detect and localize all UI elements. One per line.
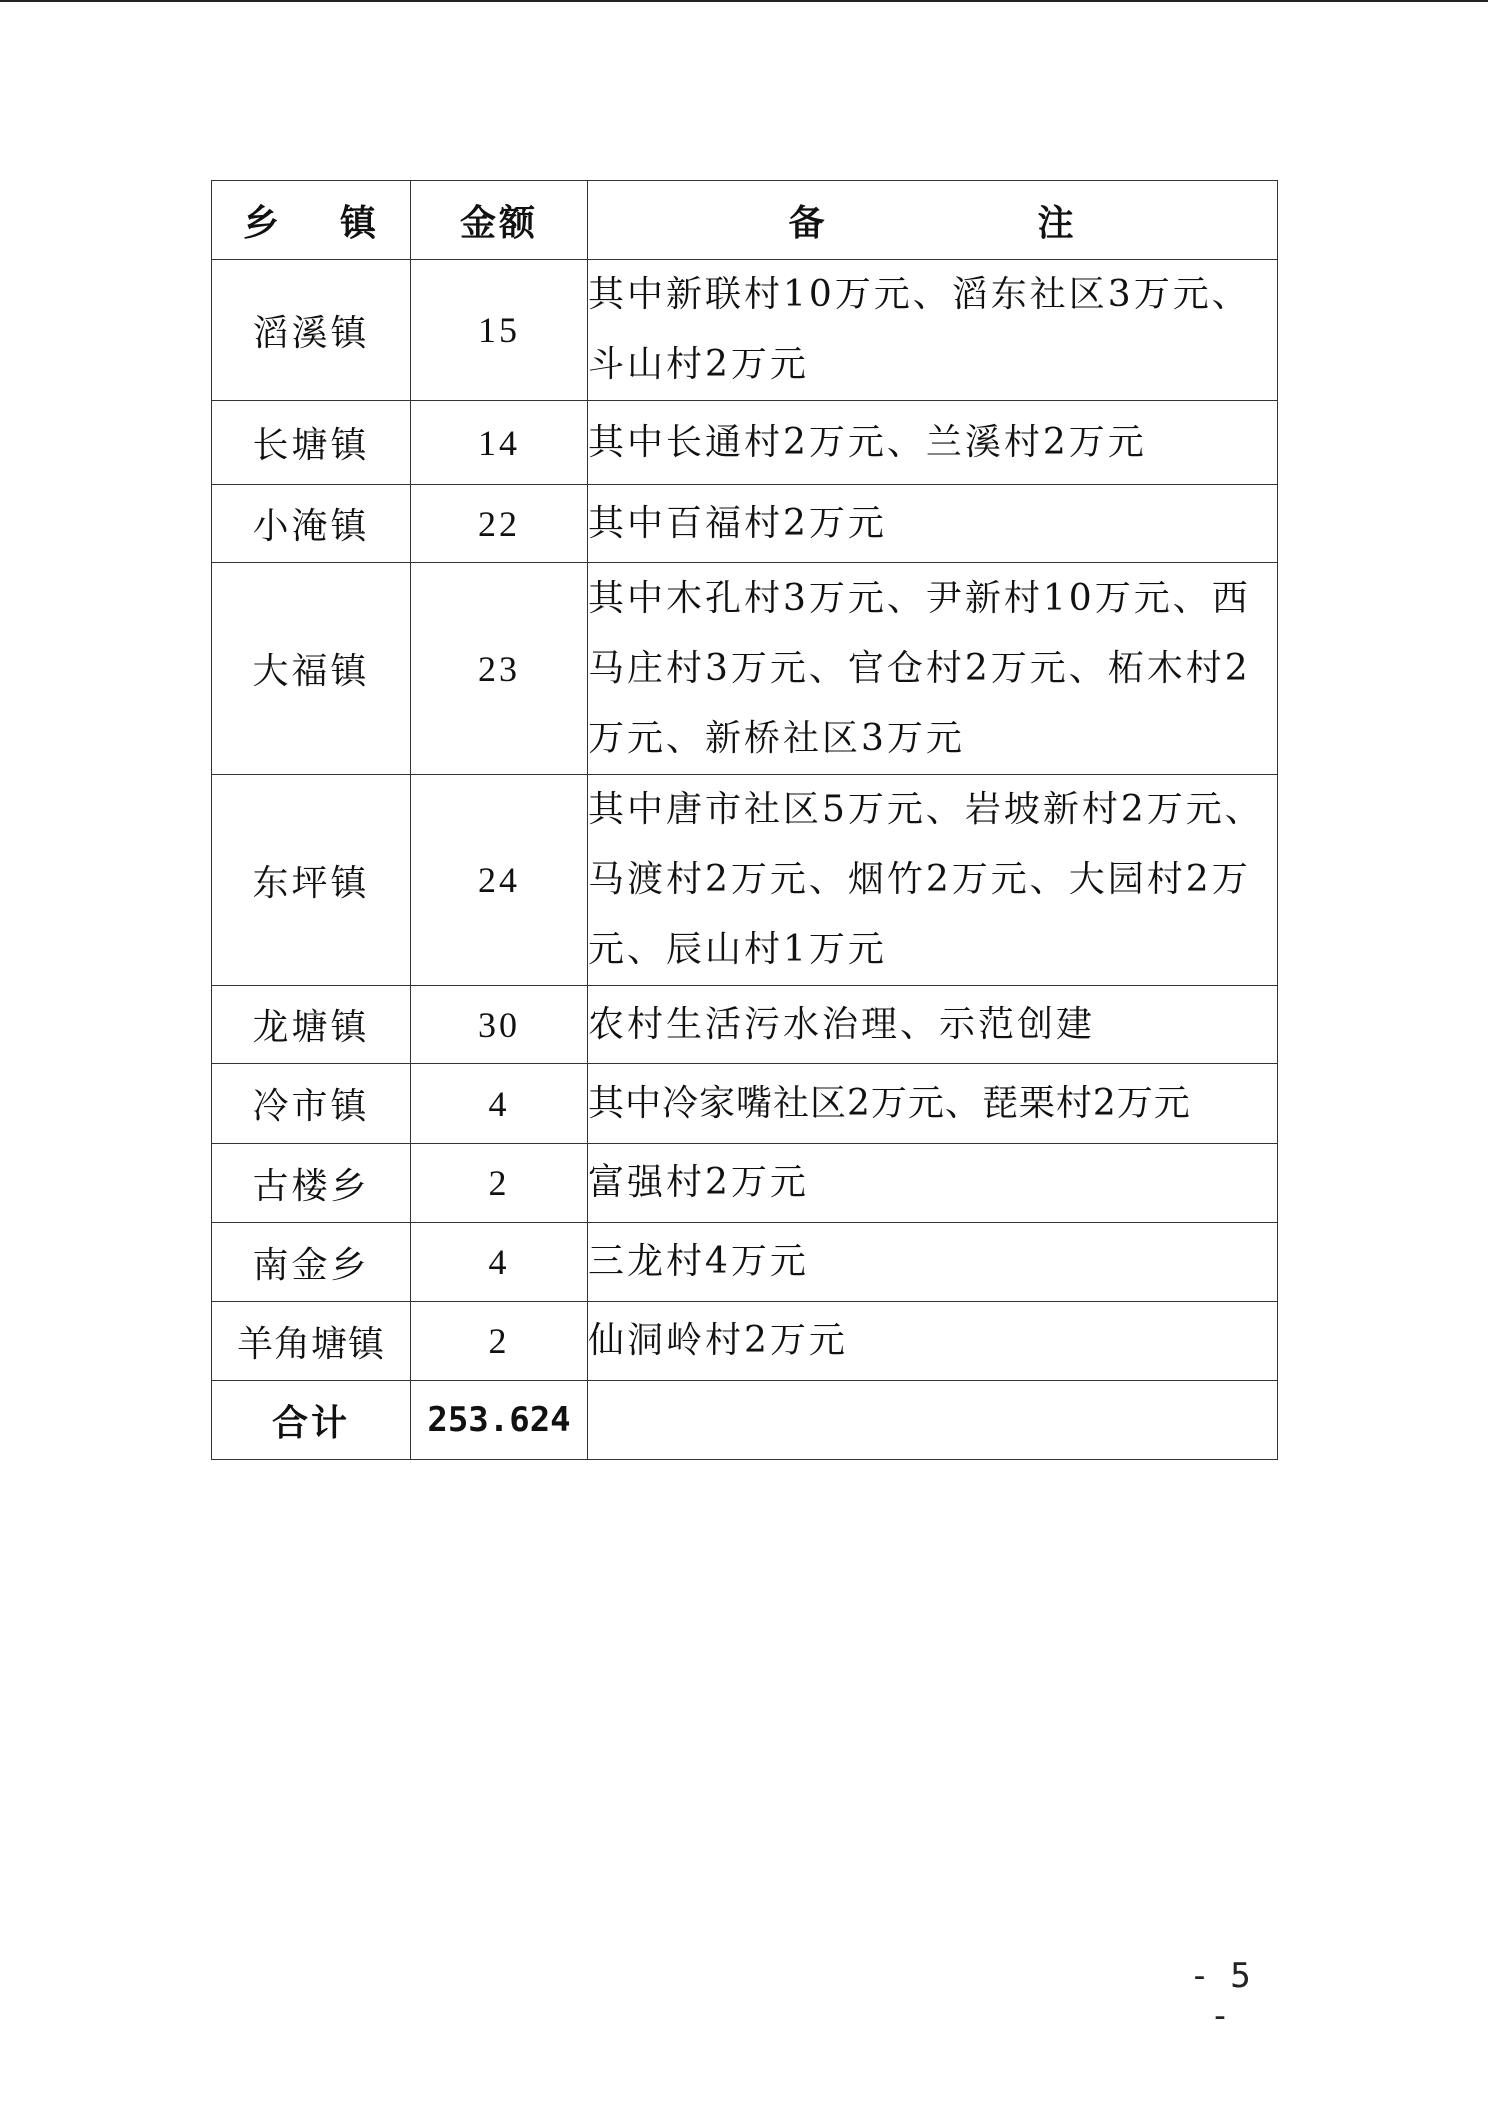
amount-cell: 22 <box>411 485 588 563</box>
township-cell: 龙塘镇 <box>212 986 411 1064</box>
total-row <box>212 1381 1278 1460</box>
header-remarks-char-2: 注 <box>1037 201 1077 244</box>
total-amount-cell: 253.624 <box>411 1381 588 1460</box>
header-remarks-char-1: 备 <box>788 201 828 244</box>
amount-cell: 4 <box>411 1064 588 1144</box>
remarks-cell: 农村生活污水治理、示范创建 <box>588 986 1278 1064</box>
township-cell: 滔溪镇 <box>212 260 411 401</box>
remarks-cell: 其中唐市社区5万元、岩坡新村2万元、马渡村2万元、烟竹2万元、大园村2万元、辰山村1万元 <box>588 775 1278 986</box>
header-township-char-1: 乡 <box>242 201 282 244</box>
table-row <box>212 260 1278 401</box>
remarks-cell: 仙洞岭村2万元 <box>588 1302 1278 1381</box>
remarks-cell: 其中冷家嘴社区2万元、琵栗村2万元 <box>588 1064 1278 1144</box>
table-row <box>212 563 1278 775</box>
remarks-cell: 其中木孔村3万元、尹新村10万元、西马庄村3万元、官仓村2万元、柘木村2万元、新桥社区3万元 <box>588 563 1278 775</box>
remarks-cell: 其中长通村2万元、兰溪村2万元 <box>588 401 1278 485</box>
amount-cell: 24 <box>411 775 588 986</box>
table-row <box>212 1144 1278 1223</box>
township-cell: 大福镇 <box>212 563 411 775</box>
township-cell: 小淹镇 <box>212 485 411 563</box>
table-row <box>212 1223 1278 1302</box>
total-remarks-cell <box>588 1381 1278 1460</box>
table-row <box>212 401 1278 485</box>
township-cell: 古楼乡 <box>212 1144 411 1223</box>
table-row <box>212 485 1278 563</box>
remarks-cell: 其中新联村10万元、滔东社区3万元、斗山村2万元 <box>588 260 1278 401</box>
amount-cell: 4 <box>411 1223 588 1302</box>
table-row <box>212 1064 1278 1144</box>
remarks-cell: 其中百福村2万元 <box>588 485 1278 563</box>
township-cell: 羊角塘镇 <box>212 1302 411 1381</box>
table-header-row <box>212 181 1278 260</box>
top-border-line <box>0 0 1488 2</box>
remarks-cell: 富强村2万元 <box>588 1144 1278 1223</box>
township-cell: 长塘镇 <box>212 401 411 485</box>
funding-allocation-table <box>211 180 1278 1460</box>
amount-cell: 30 <box>411 986 588 1064</box>
amount-cell: 23 <box>411 563 588 775</box>
remarks-cell: 三龙村4万元 <box>588 1223 1278 1302</box>
amount-cell: 2 <box>411 1302 588 1381</box>
header-township-char-2: 镇 <box>340 201 380 244</box>
amount-cell: 14 <box>411 401 588 485</box>
header-amount: 金额 <box>411 181 588 260</box>
township-cell: 南金乡 <box>212 1223 411 1302</box>
amount-cell: 2 <box>411 1144 588 1223</box>
page-number: - 5 - <box>1189 1956 1251 2036</box>
table-row <box>212 1302 1278 1381</box>
header-township <box>212 181 411 260</box>
amount-cell: 15 <box>411 260 588 401</box>
township-cell: 冷市镇 <box>212 1064 411 1144</box>
header-remarks <box>588 181 1278 260</box>
total-label-cell: 合计 <box>212 1381 411 1460</box>
township-cell: 东坪镇 <box>212 775 411 986</box>
table-row <box>212 775 1278 986</box>
table-row <box>212 986 1278 1064</box>
